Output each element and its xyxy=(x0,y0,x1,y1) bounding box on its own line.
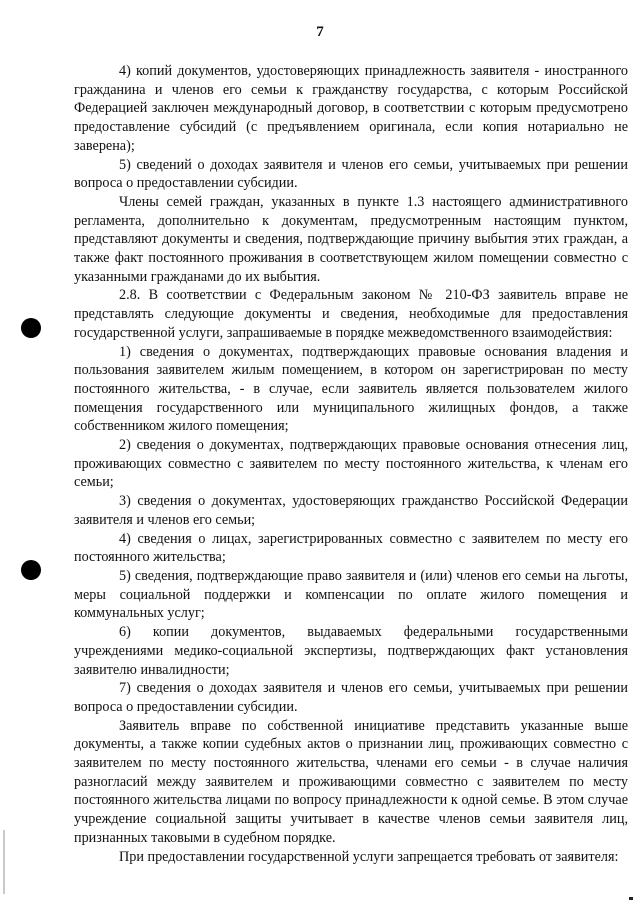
paragraph-list-item-5: 5) сведения, подтверждающие право заявителя и (или) членов его семьи на льготы, меры социальной поддержки и компенсации по оплате жилого помещения и коммунальных услуг; xyxy=(74,567,628,622)
paragraph-list-item-6: 6) копии документов, выдаваемых федеральными государственными учреждениями медико-социальной экспертизы, подтверждающих факт установления заявителю инвалидности; xyxy=(74,624,628,678)
paragraph-list-item-1: 1) сведения о документах, подтверждающих правовые основания владения и пользования заявителем жилым помещением, в котором он зарегистрирован по месту постоянного жительства, - в случае, если заявитель является пользователем жилого помещения государственного или муниципального жилищных фондов, а также собственником жилого помещения; xyxy=(74,343,628,435)
document-body xyxy=(74,62,628,866)
punch-hole-top xyxy=(21,318,41,338)
paragraph-applicant-initiative: Заявитель вправе по собственной инициативе представить указанные выше документы, а также копии судебных актов о признании лиц, проживающих совместно с заявителем по месту постоянного жительства, членами его семьи - в случае наличия разногласий между заявителем и проживающими совместно с заявителем по месту постоянного жительства лицами по вопросу принадлежности к одной семье. В этом случае учреждение социальной защиты учитывает в качестве членов семьи заявителя лиц, признанных таковыми в судебном порядке. xyxy=(74,717,628,846)
paragraph-section-2-8: 2.8. В соответствии с Федеральным законом № 210-ФЗ заявитель вправе не представлять следующие документы и сведения, необходимые для предоставления государственной услуги, запрашиваемые в порядке межведомственного взаимодействия: xyxy=(74,287,628,341)
page-number: 7 xyxy=(316,24,324,40)
paragraph-item-4-foreign-citizenship-docs: 4) копий документов, удостоверяющих принадлежность заявителя - иностранного гражданина и членов его семьи к гражданству государства, с которым Российской Федерацией заключен международный договор, в соответствии с которым предусмотрено предоставление субсидий (с предъявлением оригинала, если копия нотариально не заверена); xyxy=(74,63,628,154)
paragraph-prohibitions-intro: При предоставлении государственной услуги запрещается требовать от заявителя: xyxy=(119,848,619,865)
paragraph-list-item-3: 3) сведения о документах, удостоверяющих гражданство Российской Федерации заявителя и членов его семьи; xyxy=(74,493,628,528)
scan-speck xyxy=(629,897,633,900)
punch-hole-bottom xyxy=(21,560,41,580)
paragraph-list-item-7: 7) сведения о доходах заявителя и членов его семьи, учитываемых при решении вопроса о предоставлении субсидии. xyxy=(74,680,628,715)
paragraph-family-members: Члены семей граждан, указанных в пункте 1.3 настоящего административного регламента, дополнительно к документам, предусмотренным настоящим пунктом, представляют документы и сведения, подтверждающие причину выбытия этих граждан, а также факт постоянного проживания в соответствующем жилом помещении совместно с указанными гражданами до их выбытия. xyxy=(74,193,628,285)
paragraph-list-item-4: 4) сведения о лицах, зарегистрированных совместно с заявителем по месту его постоянного жительства; xyxy=(74,530,628,566)
paragraph-list-item-2: 2) сведения о документах, подтверждающих правовые основания отнесения лиц, проживающих совместно с заявителем по месту постоянного жительства, к членам его семьи; xyxy=(74,437,628,491)
paragraph-item-5-income-info: 5) сведений о доходах заявителя и членов его семьи, учитываемых при решении вопроса о предоставлении субсидии. xyxy=(74,156,628,192)
scan-edge-mark xyxy=(3,830,5,894)
